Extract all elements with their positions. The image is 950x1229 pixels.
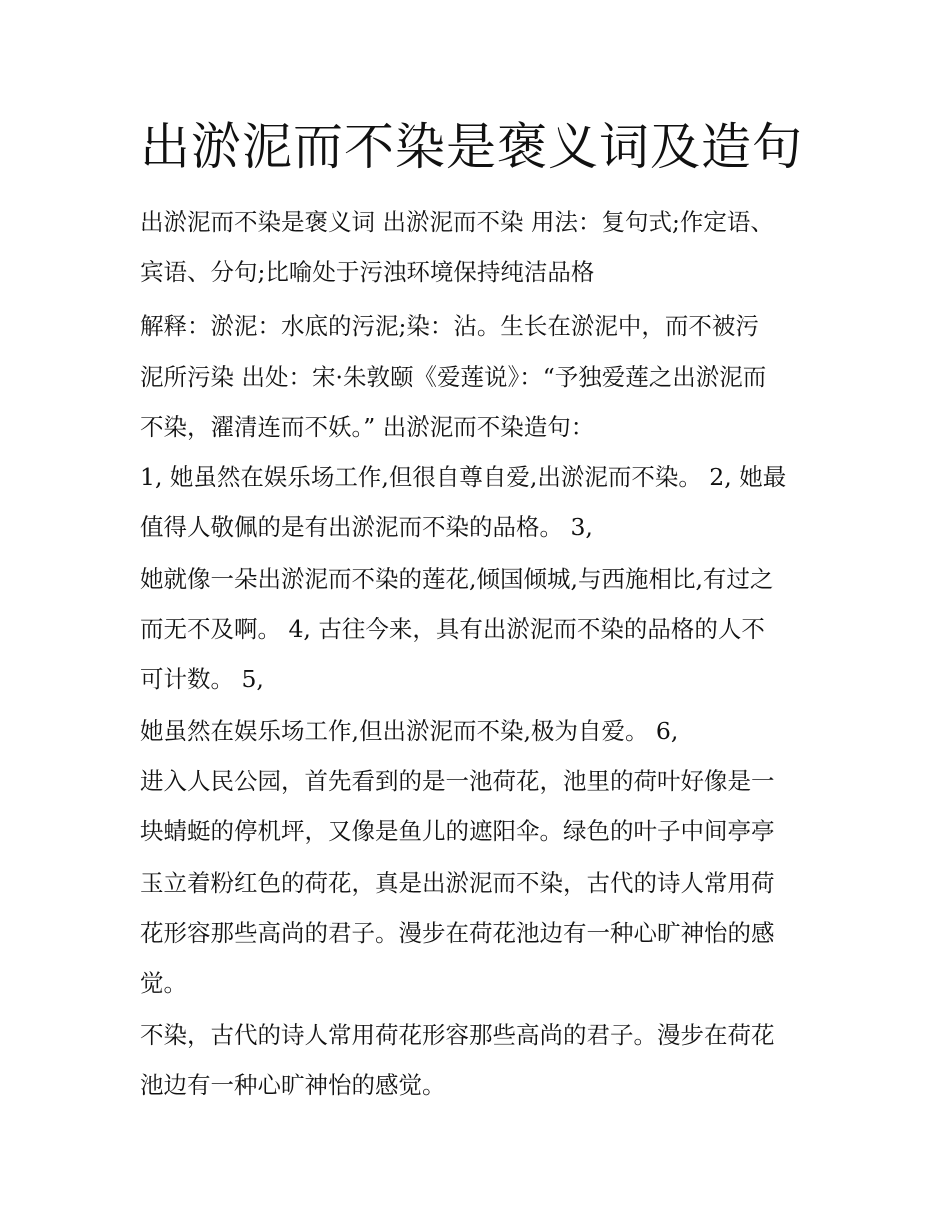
text-line: 不染，濯清连而不妖。” 出淤泥而不染造句：	[140, 413, 595, 441]
text-line: 可计数。 5,	[140, 665, 264, 693]
text-line: 玉立着粉红色的荷花，真是出淤泥而不染，古代的诗人常用荷	[140, 869, 775, 897]
text-line: 出淤泥而不染是褒义词 出淤泥而不染 用法：复句式;作定语、	[140, 208, 774, 236]
text-line: 块蜻蜓的停机坪，又像是鱼儿的遮阳伞。绿色的叶子中间亭亭	[140, 817, 775, 845]
text-line: 1, 她虽然在娱乐场工作,但很自尊自爱,出淤泥而不染。 2, 她最	[140, 463, 787, 491]
document-title: 出淤泥而不染是褒义词及造句	[140, 118, 803, 176]
text-line: 泥所污染 出处：宋·朱敦颐《爱莲说》：“予独爱莲之出淤泥而	[140, 363, 767, 391]
text-line: 而无不及啊。 4, 古往今来，具有出淤泥而不染的品格的人不	[140, 615, 765, 643]
text-line: 解释：淤泥：水底的污泥;染：沾。生长在淤泥中，而不被污	[140, 312, 759, 340]
text-line: 不染，古代的诗人常用荷花形容那些高尚的君子。漫步在荷花	[140, 1021, 775, 1049]
text-line: 觉。	[140, 969, 187, 997]
text-line: 她虽然在娱乐场工作,但出淤泥而不染,极为自爱。 6,	[140, 717, 679, 745]
text-line: 值得人敬佩的是有出淤泥而不染的品格。 3,	[140, 513, 593, 541]
text-line: 进入人民公园，首先看到的是一池荷花，池里的荷叶好像是一	[140, 767, 775, 795]
text-line: 宾语、分句;比喻处于污浊环境保持纯洁品格	[140, 258, 595, 286]
text-line: 花形容那些高尚的君子。漫步在荷花池边有一种心旷神怡的感	[140, 919, 775, 947]
text-line: 她就像一朵出淤泥而不染的莲花,倾国倾城,与西施相比,有过之	[140, 565, 774, 593]
text-line: 池边有一种心旷神怡的感觉。	[140, 1071, 446, 1099]
